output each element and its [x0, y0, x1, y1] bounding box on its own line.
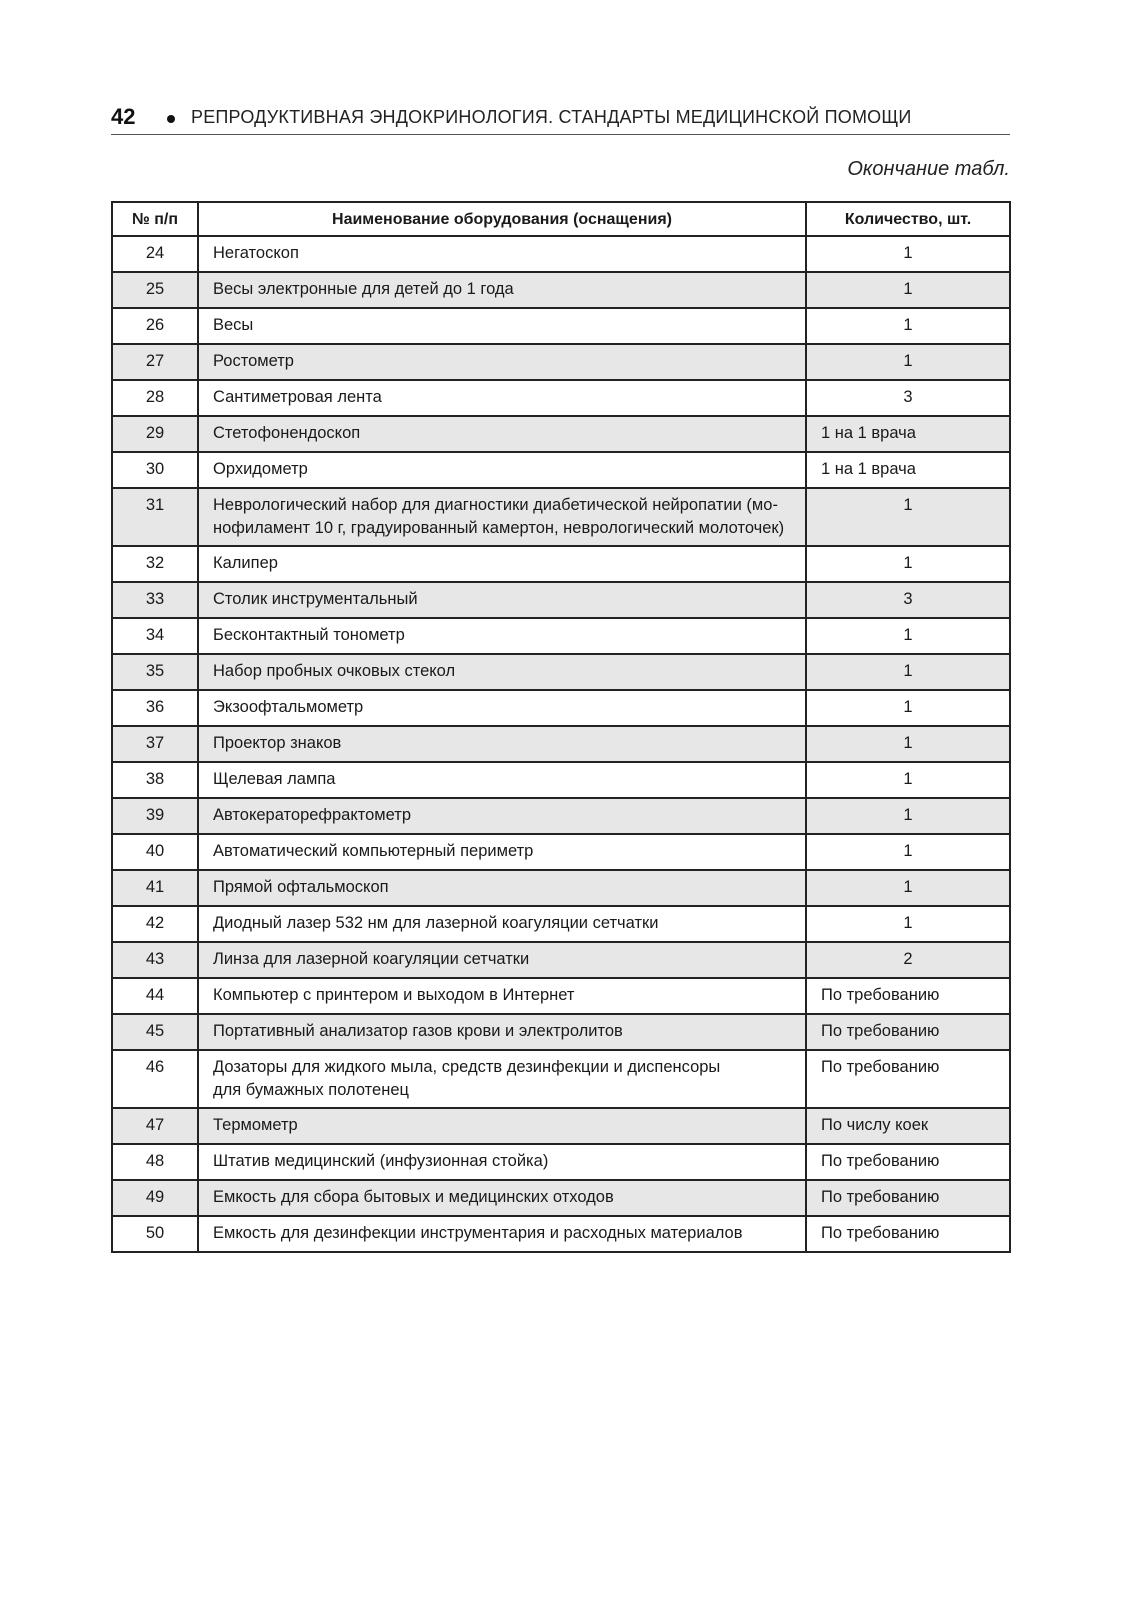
row-quantity: 1	[806, 308, 1010, 344]
row-quantity: 1	[806, 762, 1010, 798]
row-quantity: 3	[806, 380, 1010, 416]
table-row	[112, 344, 1010, 380]
row-equipment-name: Стетофонендоскоп	[198, 416, 806, 452]
row-number: 27	[112, 344, 198, 380]
row-quantity: По требованию	[806, 1216, 1010, 1252]
table-row	[112, 834, 1010, 870]
row-quantity: 1	[806, 798, 1010, 834]
table-row	[112, 582, 1010, 618]
row-number: 43	[112, 942, 198, 978]
table-row	[112, 546, 1010, 582]
row-equipment-name: Щелевая лампа	[198, 762, 806, 798]
header-number: № п/п	[112, 202, 198, 236]
row-quantity: По требованию	[806, 1050, 1010, 1108]
row-number: 31	[112, 488, 198, 546]
running-head	[111, 100, 1010, 135]
row-equipment-name: Компьютер с принтером и выходом в Интернет	[198, 978, 806, 1014]
row-quantity: 1	[806, 834, 1010, 870]
row-equipment-name: Весы электронные для детей до 1 года	[198, 272, 806, 308]
page-number: 42	[111, 104, 136, 129]
table-row	[112, 618, 1010, 654]
row-quantity: 1	[806, 546, 1010, 582]
row-equipment-name: Орхидометр	[198, 452, 806, 488]
row-equipment-name	[198, 488, 806, 546]
equipment-name-line: Неврологический набор для диагностики диабетической нейропатии (мо-	[213, 496, 778, 514]
row-equipment-name: Негатоскоп	[198, 236, 806, 272]
row-number: 49	[112, 1180, 198, 1216]
row-quantity: 1	[806, 236, 1010, 272]
row-quantity: 1	[806, 690, 1010, 726]
row-quantity: По требованию	[806, 1180, 1010, 1216]
row-number: 48	[112, 1144, 198, 1180]
table-row	[112, 798, 1010, 834]
table-row	[112, 726, 1010, 762]
row-quantity: 1	[806, 726, 1010, 762]
row-equipment-name: Экзоофтальмометр	[198, 690, 806, 726]
table-row	[112, 1050, 1010, 1108]
row-equipment-name	[198, 1050, 806, 1108]
row-quantity: 1	[806, 488, 1010, 546]
row-number: 44	[112, 978, 198, 1014]
equipment-table	[111, 201, 1011, 1253]
equipment-name-line: для бумажных полотенец	[213, 1081, 409, 1099]
row-number: 26	[112, 308, 198, 344]
row-number: 24	[112, 236, 198, 272]
row-equipment-name: Портативный анализатор газов крови и электролитов	[198, 1014, 806, 1050]
row-equipment-name: Сантиметровая лента	[198, 380, 806, 416]
table-row	[112, 1144, 1010, 1180]
row-quantity: 1	[806, 654, 1010, 690]
table-row	[112, 654, 1010, 690]
row-number: 39	[112, 798, 198, 834]
row-number: 30	[112, 452, 198, 488]
table-row	[112, 870, 1010, 906]
header-quantity: Количество, шт.	[806, 202, 1010, 236]
row-equipment-name: Проектор знаков	[198, 726, 806, 762]
row-number: 41	[112, 870, 198, 906]
row-number: 29	[112, 416, 198, 452]
table-row	[112, 978, 1010, 1014]
row-number: 32	[112, 546, 198, 582]
row-equipment-name: Ростометр	[198, 344, 806, 380]
row-quantity: По требованию	[806, 1014, 1010, 1050]
row-number: 47	[112, 1108, 198, 1144]
row-number: 35	[112, 654, 198, 690]
row-equipment-name: Бесконтактный тонометр	[198, 618, 806, 654]
table-row	[112, 380, 1010, 416]
row-number: 37	[112, 726, 198, 762]
row-equipment-name: Прямой офтальмоскоп	[198, 870, 806, 906]
table-continuation-caption: Окончание табл.	[847, 158, 1010, 180]
row-quantity: По числу коек	[806, 1108, 1010, 1144]
row-quantity: 2	[806, 942, 1010, 978]
table-row	[112, 762, 1010, 798]
table-row	[112, 1216, 1010, 1252]
table-header-row	[112, 202, 1010, 236]
row-number: 25	[112, 272, 198, 308]
row-quantity: 1	[806, 906, 1010, 942]
row-equipment-name: Диодный лазер 532 нм для лазерной коагуляции сетчатки	[198, 906, 806, 942]
table-row	[112, 236, 1010, 272]
table-row	[112, 690, 1010, 726]
running-head-title: РЕПРОДУКТИВНАЯ ЭНДОКРИНОЛОГИЯ. СТАНДАРТЫ МЕДИЦИНСКОЙ ПОМОЩИ	[191, 107, 912, 127]
row-equipment-name: Автокераторефрактометр	[198, 798, 806, 834]
row-equipment-name: Автоматический компьютерный периметр	[198, 834, 806, 870]
row-quantity: 1 на 1 врача	[806, 452, 1010, 488]
row-number: 28	[112, 380, 198, 416]
table-row	[112, 416, 1010, 452]
bullet-icon	[167, 115, 175, 123]
row-equipment-name: Набор пробных очковых стекол	[198, 654, 806, 690]
row-equipment-name: Весы	[198, 308, 806, 344]
table-row	[112, 942, 1010, 978]
row-number: 42	[112, 906, 198, 942]
table-row	[112, 1014, 1010, 1050]
equipment-name-line: нофиламент 10 г, градуированный камертон, неврологический молоточек)	[213, 519, 785, 537]
row-equipment-name: Емкость для дезинфекции инструментария и расходных материалов	[198, 1216, 806, 1252]
row-number: 45	[112, 1014, 198, 1050]
row-quantity: 1	[806, 272, 1010, 308]
row-number: 40	[112, 834, 198, 870]
row-equipment-name: Калипер	[198, 546, 806, 582]
row-equipment-name: Штатив медицинский (инфузионная стойка)	[198, 1144, 806, 1180]
row-quantity: 1	[806, 870, 1010, 906]
table-row	[112, 272, 1010, 308]
row-quantity: 1	[806, 344, 1010, 380]
table-row	[112, 1108, 1010, 1144]
row-quantity: По требованию	[806, 978, 1010, 1014]
header-equipment-name: Наименование оборудования (оснащения)	[198, 202, 806, 236]
row-quantity: По требованию	[806, 1144, 1010, 1180]
table-row	[112, 308, 1010, 344]
table-row	[112, 488, 1010, 546]
equipment-name-line: Дозаторы для жидкого мыла, средств дезинфекции и диспенсоры	[213, 1058, 721, 1076]
table-row	[112, 906, 1010, 942]
row-quantity: 3	[806, 582, 1010, 618]
row-equipment-name: Столик инструментальный	[198, 582, 806, 618]
table-row	[112, 1180, 1010, 1216]
row-number: 50	[112, 1216, 198, 1252]
row-number: 36	[112, 690, 198, 726]
row-number: 33	[112, 582, 198, 618]
row-number: 46	[112, 1050, 198, 1108]
row-equipment-name: Емкость для сбора бытовых и медицинских отходов	[198, 1180, 806, 1216]
row-number: 34	[112, 618, 198, 654]
row-equipment-name: Линза для лазерной коагуляции сетчатки	[198, 942, 806, 978]
row-quantity: 1	[806, 618, 1010, 654]
row-quantity: 1 на 1 врача	[806, 416, 1010, 452]
row-equipment-name: Термометр	[198, 1108, 806, 1144]
row-number: 38	[112, 762, 198, 798]
table-row	[112, 452, 1010, 488]
